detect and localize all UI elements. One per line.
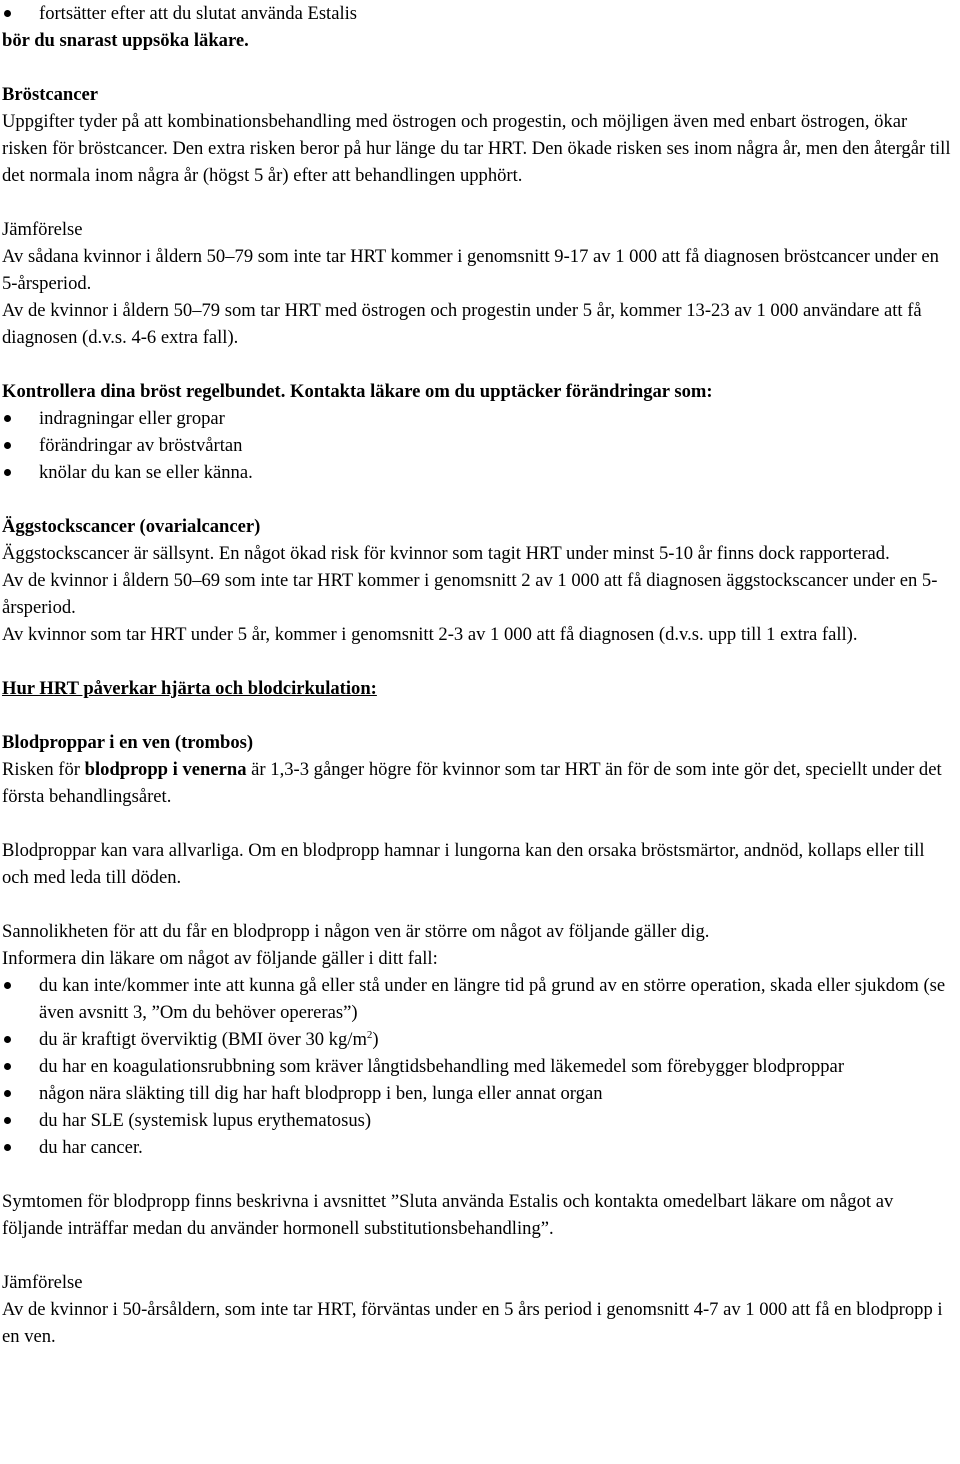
breast-cancer-heading: Bröstcancer: [2, 84, 99, 105]
list-item: indragningar eller gropar: [2, 405, 952, 432]
clot-risk-b: blodpropp i venerna: [84, 759, 247, 780]
breast-check-a: Kontrollera dina bröst regelbundet.: [2, 381, 286, 402]
spacer: [2, 1161, 952, 1188]
spacer: [2, 648, 952, 675]
intro-warning: bör du snarast uppsöka läkare.: [2, 30, 249, 51]
ovarian-paragraph-1: Äggstockscancer är sällsynt. En något ökad risk för kvinnor som tagit HRT under minst 5-10 år finns dock rapporterad.: [2, 543, 890, 564]
clot-risk-c: är 1,3-3 gånger högre för kvinnor som tar HRT än för de som inte gör det, speciellt under det första behandlingsåret.: [2, 759, 942, 807]
clot-symptoms-paragraph: Symtomen för blodpropp finns beskrivna i avsnittet ”Sluta använda Estalis och kontakta omedelbart läkare om något av följande inträffar medan du använder hormonell substitutionsbehandling”.: [2, 1191, 894, 1239]
bmi-close: ): [372, 1029, 379, 1050]
list-item: någon nära släkting till dig har haft blodpropp i ben, lunga eller annat organ: [2, 1080, 952, 1107]
breast-signs-list: [2, 405, 952, 486]
clot-likelihood-2: Informera din läkare om något av följande gäller i ditt fall:: [2, 948, 438, 969]
ovarian-paragraph-2: Av de kvinnor i åldern 50–69 som inte tar HRT kommer i genomsnitt 2 av 1 000 att få diagnosen äggstockscancer under en 5-årsperiod.: [2, 570, 938, 618]
list-item: du har cancer.: [2, 1134, 952, 1161]
heart-heading: Hur HRT påverkar hjärta och blodcirkulation:: [2, 678, 377, 699]
clot-compare-label: Jämförelse: [2, 1272, 83, 1293]
list-item: du har SLE (systemisk lupus erythematosus): [2, 1107, 952, 1134]
list-item: du har en koagulationsrubbning som kräver långtidsbehandling med läkemedel som förebygger blodproppar: [2, 1053, 952, 1080]
list-item: du kan inte/kommer inte att kunna gå eller stå under en längre tid på grund av en större operation, skada eller sjukdom (se även avsnitt 3, ”Om du behöver opereras”): [2, 972, 952, 1026]
clot-serious-paragraph: Blodproppar kan vara allvarliga. Om en blodpropp hamnar i lungorna kan den orsaka bröstsmärtor, andnöd, kollaps eller till och med leda till döden.: [2, 840, 925, 888]
spacer: [2, 486, 952, 513]
clot-risk-a: Risken för: [2, 759, 85, 780]
clot-compare-1: Av de kvinnor i 50-årsåldern, som inte tar HRT, förväntas under en 5 års period i genomsnitt 4-7 av 1 000 att få en blodpropp i en ven.: [2, 1299, 943, 1347]
clot-heading: Blodproppar i en ven (trombos): [2, 732, 254, 753]
spacer: [2, 891, 952, 918]
spacer: [2, 702, 952, 729]
clot-risk-paragraph: [2, 756, 952, 810]
spacer: [2, 810, 952, 837]
list-item: förändringar av bröstvårtan: [2, 432, 952, 459]
bmi-text: du är kraftigt överviktig (BMI över 30 kg/m: [39, 1029, 367, 1050]
breast-compare-2: Av de kvinnor i åldern 50–79 som tar HRT med östrogen och progestin under 5 år, kommer 13-23 av 1 000 användare att få diagnosen (d.v.s. 4-6 extra fall).: [2, 300, 922, 348]
breast-cancer-paragraph: Uppgifter tyder på att kombinationsbehandling med östrogen och progestin, och möjligen även med enbart östrogen, ökar risken för bröstcancer. Den extra risken beror på hur länge du tar HRT. Den ökade risken ses inom några år, men den återgår till det normala inom några år (högst 5 år) efter att behandlingen upphört.: [2, 111, 951, 186]
breast-check-b: Kontakta läkare om du upptäcker förändringar som:: [285, 381, 713, 402]
spacer: [2, 54, 952, 81]
bmi-superscript: 2: [366, 1028, 373, 1041]
spacer: [2, 189, 952, 216]
breast-compare-label: Jämförelse: [2, 219, 83, 240]
list-item: fortsätter efter att du slutat använda Estalis: [2, 0, 952, 27]
breast-compare-1: Av sådana kvinnor i åldern 50–79 som inte tar HRT kommer i genomsnitt 9-17 av 1 000 att få diagnosen bröstcancer under en 5-årsperiod.: [2, 246, 939, 294]
clot-factors-list: [2, 972, 952, 1161]
list-item: knölar du kan se eller känna.: [2, 459, 952, 486]
ovarian-paragraph-3: Av kvinnor som tar HRT under 5 år, kommer i genomsnitt 2-3 av 1 000 att få diagnosen (d.v.s. upp till 1 extra fall).: [2, 624, 858, 645]
spacer: [2, 351, 952, 378]
intro-list: [2, 0, 952, 27]
ovarian-cancer-heading: Äggstockscancer (ovarialcancer): [2, 516, 261, 537]
clot-likelihood-1: Sannolikheten för att du får en blodpropp i någon ven är större om något av följande gäller dig.: [2, 921, 710, 942]
breast-check-instruction: [2, 378, 952, 405]
list-item: [2, 1026, 952, 1053]
spacer: [2, 1242, 952, 1269]
